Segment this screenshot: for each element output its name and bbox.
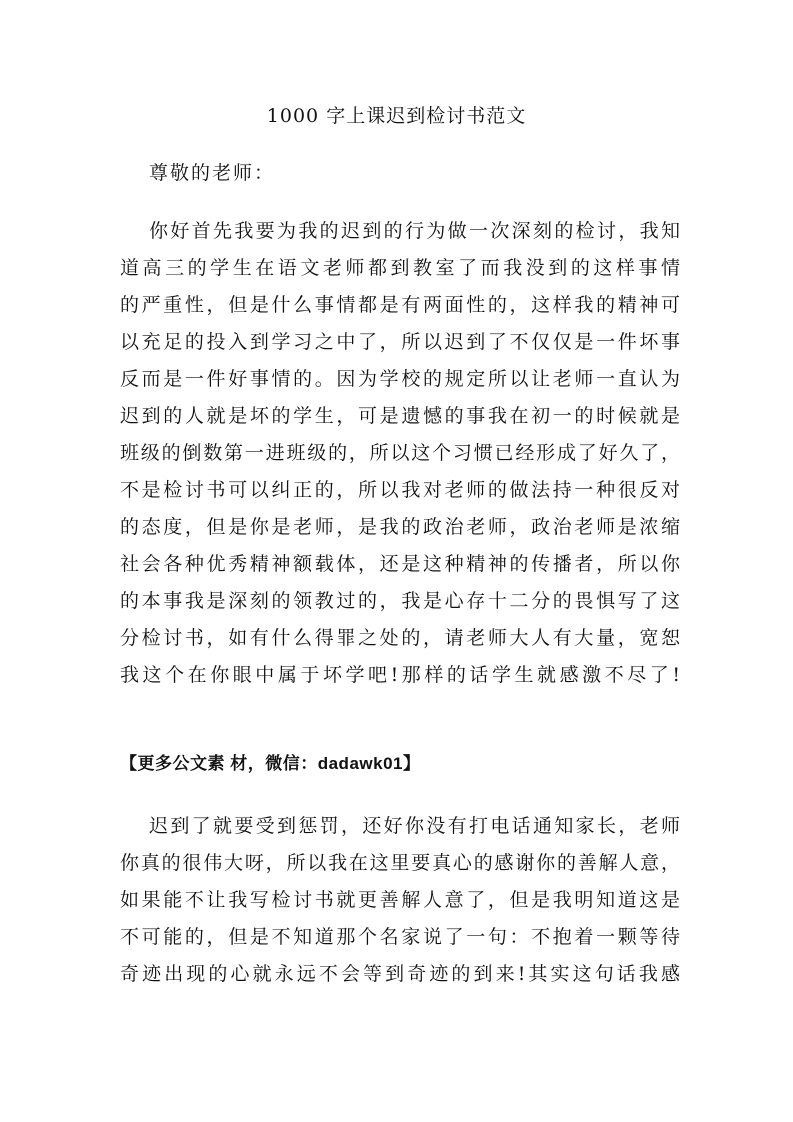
paragraph-line: 反而是一件好事情的。因为学校的规定所以让老师一直认为 <box>120 368 680 390</box>
paragraph-line: 迟到的人就是坏的学生，可是遗憾的事我在初一的时候就是 <box>120 405 680 427</box>
paragraph-line: 社会各种优秀精神额载体，还是这种精神的传播者，所以你 <box>120 553 680 575</box>
paragraph-2 <box>120 808 680 993</box>
salutation: 尊敬的老师： <box>149 162 276 184</box>
paragraph-line: 你好首先我要为我的迟到的行为做一次深刻的检讨，我知 <box>149 220 680 242</box>
paragraph-line: 你真的很伟大呀，所以我在这里要真心的感谢你的善解人意， <box>120 852 680 874</box>
paragraph-line: 的严重性，但是什么事情都是有两面性的，这样我的精神可 <box>120 294 680 316</box>
paragraph-line: 班级的倒数第一进班级的，所以这个习惯已经形成了好久了， <box>120 442 680 464</box>
paragraph-line: 奇迹出现的心就永远不会等到奇迹的到来!其实这句话我感 <box>120 963 680 985</box>
paragraph-line: 如果能不让我写检讨书就更善解人意了，但是我明知道这是 <box>120 889 680 911</box>
paragraph-line: 迟到了就要受到惩罚，还好你没有打电话通知家长，老师 <box>149 815 680 837</box>
document-title: 1000 字上课迟到检讨书范文 <box>266 105 527 127</box>
paragraph-line: 的态度，但是你是老师，是我的政治老师，政治老师是浓缩 <box>120 516 680 538</box>
paragraph-line: 道高三的学生在语文老师都到教室了而我没到的这样事情 <box>120 257 680 279</box>
paragraph-line: 我这个在你眼中属于坏学吧!那样的话学生就感激不尽了! <box>120 664 680 686</box>
promo-line: 【更多公文素 材，微信：dadawk01】 <box>120 754 421 773</box>
paragraph-line: 的本事我是深刻的领教过的，我是心存十二分的畏惧写了这 <box>120 590 680 612</box>
paragraph-line: 不是检讨书可以纠正的，所以我对老师的做法持一种很反对 <box>120 479 680 501</box>
paragraph-1 <box>120 213 680 694</box>
paragraph-line: 分检讨书，如有什么得罪之处的，请老师大人有大量，宽恕 <box>120 627 680 649</box>
paragraph-line: 不可能的，但是不知道那个名家说了一句：不抱着一颗等待 <box>120 926 680 948</box>
paragraph-line: 以充足的投入到学习之中了，所以迟到了不仅仅是一件坏事 <box>120 331 680 353</box>
